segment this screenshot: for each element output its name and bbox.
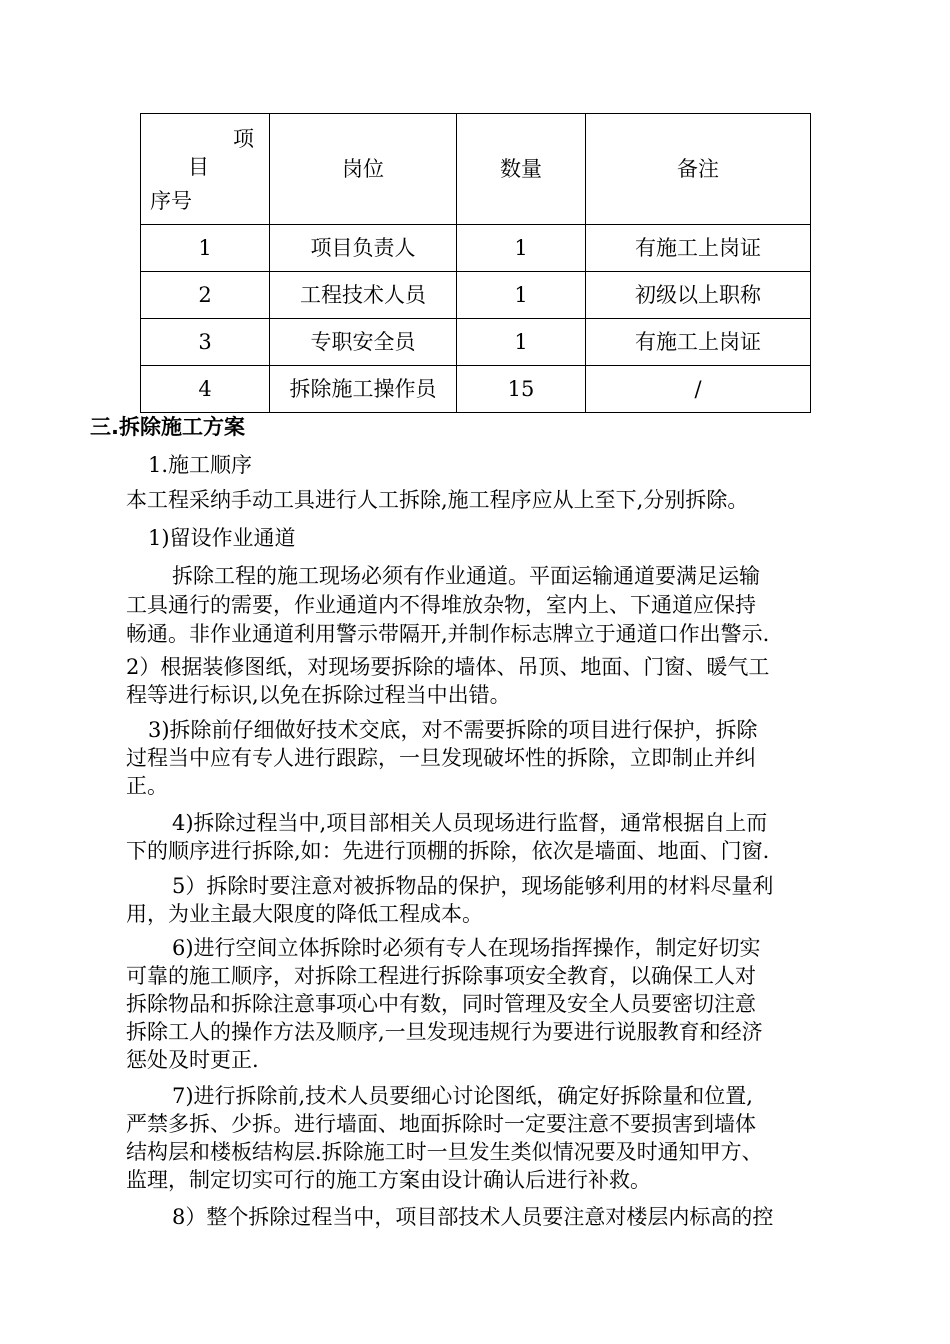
cell-remark: 有施工上岗证 — [586, 319, 811, 366]
subsection-title: 1.施工顺序 — [148, 453, 253, 477]
cell-quantity: 15 — [457, 366, 586, 413]
intro-paragraph: 本工程采纳手动工具进行人工拆除,施工程序应从上至下,分别拆除。 — [126, 488, 749, 512]
cell-no: 4 — [141, 366, 270, 413]
item6-line: 可靠的施工顺序，对拆除工程进行拆除事项安全教育，以确保工人对 — [126, 964, 756, 988]
table-row — [141, 366, 811, 413]
cell-quantity: 1 — [457, 272, 586, 319]
cell-no: 3 — [141, 319, 270, 366]
cell-no: 2 — [141, 272, 270, 319]
cell-position: 项目负责人 — [270, 225, 457, 272]
item1-line: 拆除工程的施工现场必须有作业通道。平面运输通道要满足运输 — [172, 564, 760, 588]
cell-position: 专职安全员 — [270, 319, 457, 366]
item6-line: 拆除物品和拆除注意事项心中有数，同时管理及安全人员要密切注意 — [126, 992, 756, 1016]
item2-line: 2）根据装修图纸，对现场要拆除的墙体、吊顶、地面、门窗、暖气工 — [126, 655, 770, 679]
table-row — [141, 319, 811, 366]
item4-line: 4)拆除过程当中,项目部相关人员现场进行监督，通常根据自上而 — [172, 811, 768, 835]
cell-remark: 有施工上岗证 — [586, 225, 811, 272]
table-row — [141, 272, 811, 319]
table-header-row — [141, 114, 811, 225]
cell-quantity: 1 — [457, 225, 586, 272]
item2-line: 程等进行标识,以免在拆除过程当中出错。 — [126, 683, 511, 707]
header-remark: 备注 — [586, 114, 811, 225]
corner-header-cell — [141, 114, 270, 225]
item5-line: 5）拆除时要注意对被拆物品的保护，现场能够利用的材料尽量利 — [172, 874, 774, 898]
cell-quantity: 1 — [457, 319, 586, 366]
item3-line: 过程当中应有专人进行跟踪，一旦发现破坏性的拆除，立即制止并纠 — [126, 746, 756, 770]
item8-line: 8）整个拆除过程当中，项目部技术人员要注意对楼层内标高的控 — [172, 1205, 774, 1229]
corner-label-top: 项 — [233, 127, 254, 151]
item3-line: 正。 — [126, 774, 168, 798]
item7-line: 7)进行拆除前,技术人员要细心讨论图纸，确定好拆除量和位置, — [172, 1084, 753, 1108]
item1-line: 工具通行的需要，作业通道内不得堆放杂物，室内上、下通道应保持 — [126, 593, 756, 617]
cell-remark: 初级以上职称 — [586, 272, 811, 319]
item4-line: 下的顺序进行拆除,如：先进行顶棚的拆除，依次是墙面、地面、门窗. — [126, 839, 770, 863]
cell-position: 工程技术人员 — [270, 272, 457, 319]
staff-table — [140, 113, 811, 413]
table-row — [141, 225, 811, 272]
item1-title: 1)留设作业通道 — [148, 526, 296, 550]
cell-no: 1 — [141, 225, 270, 272]
item6-line: 惩处及时更正. — [126, 1048, 259, 1072]
header-position: 岗位 — [270, 114, 457, 225]
item6-line: 6)进行空间立体拆除时必须有专人在现场指挥操作，制定好切实 — [172, 936, 761, 960]
item1-line: 畅通。非作业通道利用警示带隔开,并制作标志牌立于通道口作出警示. — [126, 622, 770, 646]
item7-line: 结构层和楼板结构层.拆除施工时一旦发生类似情况要及时通知甲方、 — [126, 1140, 763, 1164]
section-title: 三.拆除施工方案 — [90, 415, 245, 439]
corner-label-bottom: 序号 — [150, 189, 192, 213]
item7-line: 严禁多拆、少拆。进行墙面、地面拆除时一定要注意不要损害到墙体 — [126, 1112, 756, 1136]
item6-line: 拆除工人的操作方法及顺序,一旦发现违规行为要进行说服教育和经济 — [126, 1020, 763, 1044]
corner-label-mid: 目 — [188, 155, 209, 179]
cell-position: 拆除施工操作员 — [270, 366, 457, 413]
cell-remark: / — [586, 366, 811, 413]
item3-line: 3)拆除前仔细做好技术交底，对不需要拆除的项目进行保护，拆除 — [148, 718, 758, 742]
item7-line: 监理，制定切实可行的施工方案由设计确认后进行补救。 — [126, 1168, 651, 1192]
item5-line: 用，为业主最大限度的降低工程成本。 — [126, 902, 483, 926]
header-quantity: 数量 — [457, 114, 586, 225]
